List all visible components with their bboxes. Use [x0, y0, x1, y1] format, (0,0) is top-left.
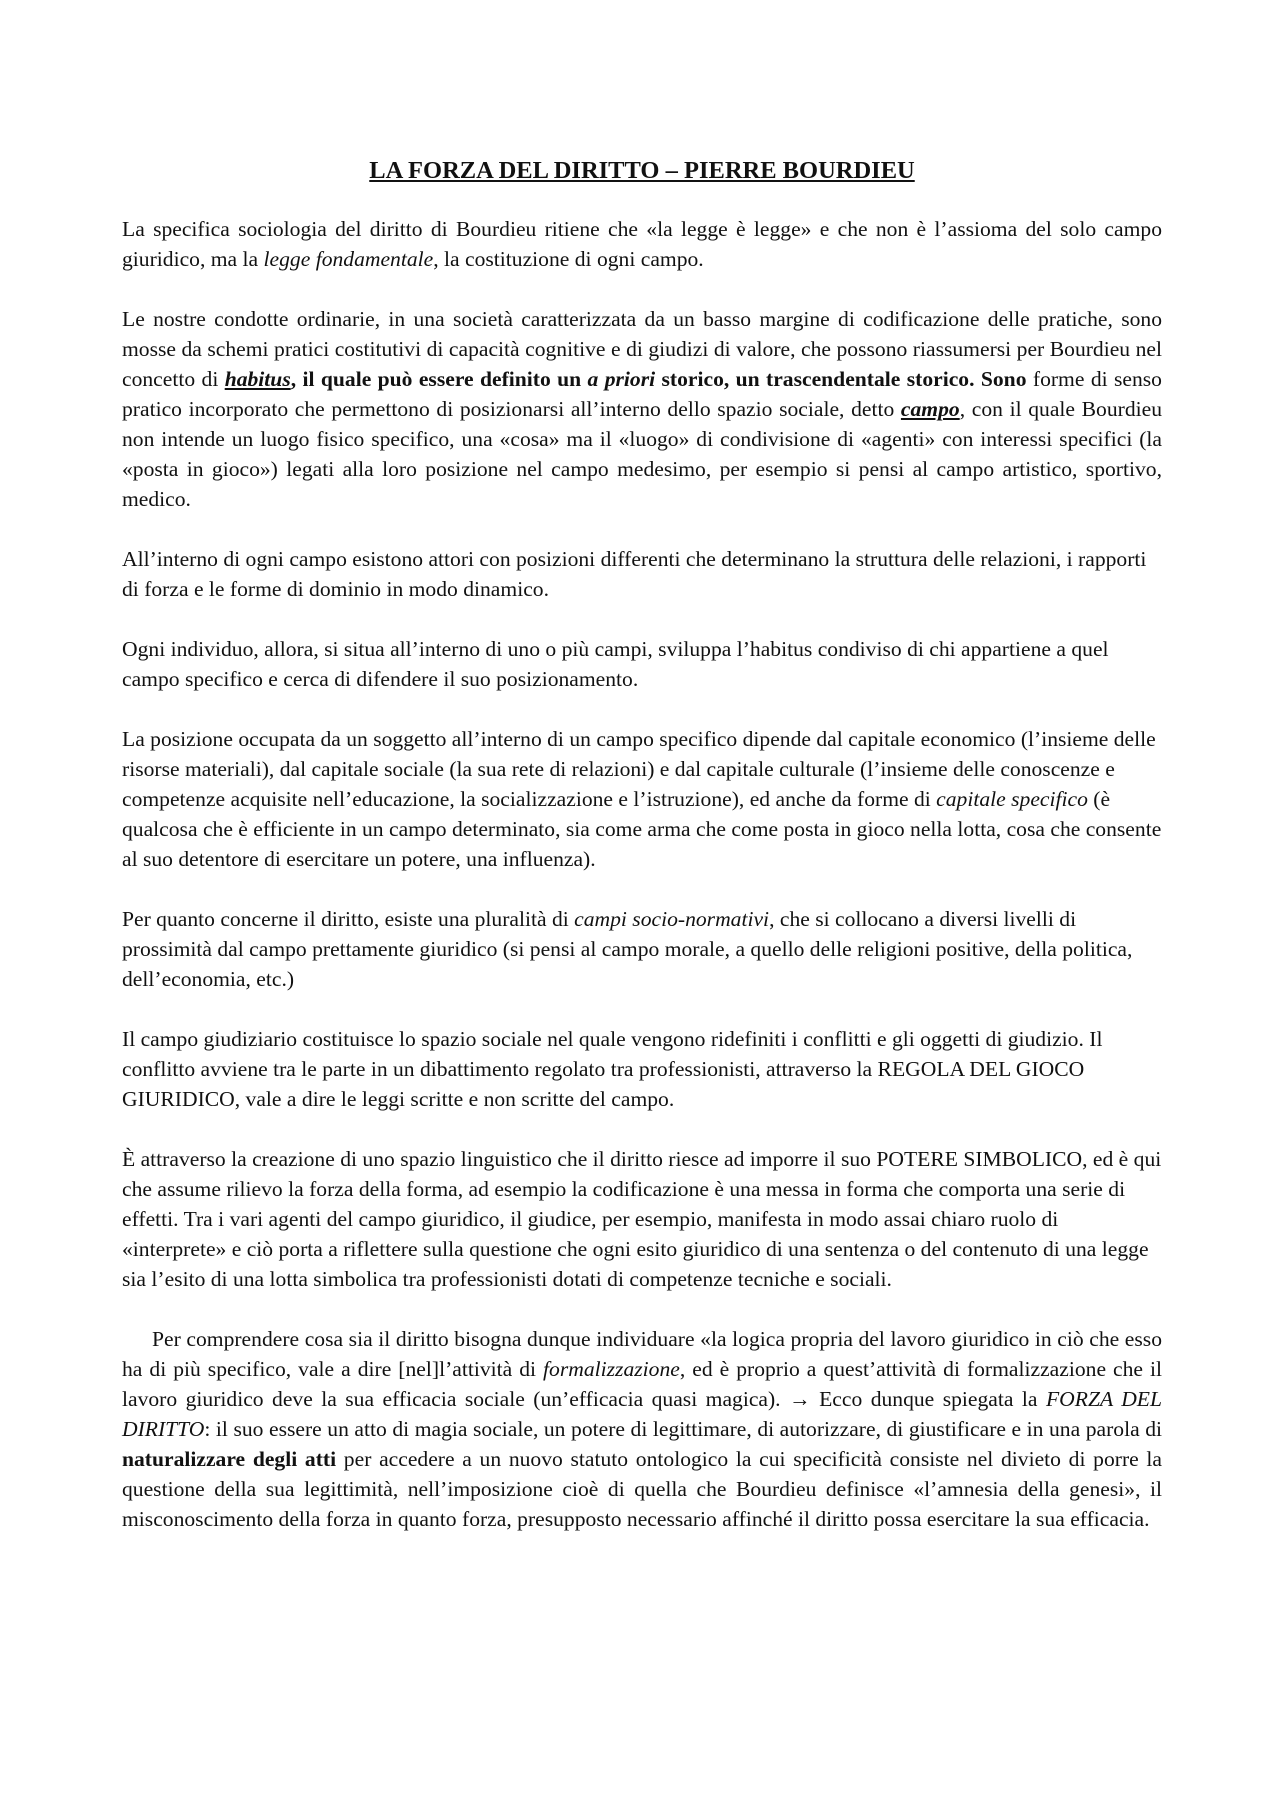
document-body [122, 214, 1162, 1564]
paragraph-7: Il campo giudiziario costituisce lo spazio sociale nel quale vengono ridefiniti i conflitti e gli oggetti di giudizio. Il conflitto avviene tra le parte in un dibattimento regolato tra professionisti, attraverso la REGOLA DEL GIOCO GIURIDICO, vale a dire le leggi scritte e non scritte del campo. [122, 1027, 1103, 1111]
text-run: , ed è proprio a quest’attività di formalizzazione che il lavoro giuridico deve la sua efficacia sociale (un’efficacia quasi magica). [122, 1357, 1163, 1411]
text-run: Per quanto concerne il diritto, esiste una pluralità di [122, 907, 575, 931]
bold-run: storico, un trascendentale storico. Sono [655, 367, 1027, 391]
italic-term: formalizzazione [543, 1357, 680, 1381]
text-run: : il suo essere un atto di magia sociale, un potere di legittimare, di autorizzare, di giustificare e in una parola di [204, 1417, 1162, 1441]
italic-term: FORZA DEL DIRITTO [122, 1387, 1162, 1441]
term-campo: campo [900, 397, 960, 421]
bold-run: , il quale può essere definito un [290, 367, 588, 391]
term-habitus: habitus [224, 367, 291, 391]
italic-term: campi socio-normativi [574, 907, 770, 931]
text-run: Le nostre condotte ordinarie, in una società caratterizzata da un basso margine di codificazione delle pratiche, sono mosse da schemi pratici costitutivi di capacità cognitive e di giudizi di valore, che possono riassumersi per Bourdieu nel concetto di [122, 307, 1162, 391]
paragraph-6 [122, 904, 1162, 994]
paragraph-1 [122, 214, 1162, 274]
text-run: , con il quale Bourdieu non intende un luogo fisico specifico, una «cosa» ma il «luogo» di condivisione di «agenti» con interessi specifici (la «posta in gioco») legati alla loro posizione nel campo medesimo, per esempio si pensi al campo artistico, sportivo, medico. [122, 397, 1163, 511]
text-run: (è qualcosa che è efficiente in un campo determinato, sia come arma che come posta in gioco nella lotta, cosa che consente al suo detentore di esercitare un potere, una influenza). [122, 787, 1162, 871]
text-run: forme di senso pratico incorporato che permettono di posizionarsi all’interno dello spazio sociale, detto [122, 367, 1162, 421]
text-run: per accedere a un nuovo statuto ontologico la cui specificità consiste nel divieto di porre la questione della sua legittimità, nell’imposizione cioè di quella che Bourdieu definisce «l’amnesia della genesi», il misconoscimento della forza in quanto forza, presupposto necessario affinché il diritto possa esercitare la sua efficacia. [122, 1447, 1163, 1531]
text-run: Ecco dunque spiegata la [810, 1387, 1046, 1411]
text-run: La specifica sociologia del diritto di Bourdieu ritiene che «la legge è legge» e che non è l’assioma del solo campo giuridico, ma la [122, 217, 1162, 271]
paragraph-4: Ogni individuo, allora, si situa all’interno di uno o più campi, sviluppa l’habitus condiviso di chi appartiene a quel campo specifico e cerca di difendere il suo posizionamento. [122, 637, 1109, 691]
arrow-icon: → [789, 1387, 811, 1411]
italic-term: capitale specifico [936, 787, 1088, 811]
text-run: , che si collocano a diversi livelli di prossimità dal campo prettamente giuridico (si pensi al campo morale, a quello delle religioni positive, della politica, dell’economia, etc.) [122, 907, 1133, 991]
paragraph-5 [122, 724, 1162, 874]
text-run: La posizione occupata da un soggetto all’interno di un campo specifico dipende dal capitale economico (l’insieme delle risorse materiali), dal capitale sociale (la sua rete di relazioni) e dal capitale culturale (l’insieme delle conoscenze e competenze acquisite nell’educazione, la socializzazione e l’istruzione), ed anche da forme di [122, 727, 1156, 811]
paragraph-2 [122, 304, 1162, 514]
text-run: Per comprendere cosa sia il diritto bisogna dunque individuare «la logica propria del lavoro giuridico in ciò che esso ha di più specifico, vale a dire [nel]l’attività di [122, 1327, 1162, 1381]
italic-term: legge fondamentale [263, 247, 434, 271]
text-run: , la costituzione di ogni campo. [433, 247, 704, 271]
bold-run: naturalizzare degli atti [122, 1447, 337, 1471]
page-title: LA FORZA DEL DIRITTO – PIERRE BOURDIEU [369, 157, 915, 184]
paragraph-3: All’interno di ogni campo esistono attori con posizioni differenti che determinano la struttura delle relazioni, i rapporti di forza e le forme di dominio in modo dinamico. [122, 547, 1147, 601]
paragraph-8: È attraverso la creazione di uno spazio linguistico che il diritto riesce ad imporre il suo POTERE SIMBOLICO, ed è qui che assume rilievo la forza della forma, ad esempio la codificazione è una messa in forma che comporta una serie di effetti. Tra i vari agenti del campo giuridico, il giudice, per esempio, manifesta in modo assai chiaro ruolo di «interprete» e ciò porta a riflettere sulla questione che ogni esito giuridico di una sentenza o del contenuto di una legge sia l’esito di una lotta simbolica tra professionisti dotati di competenze tecniche e sociali. [122, 1147, 1162, 1291]
paragraph-9 [122, 1324, 1162, 1534]
bold-italic-run: a priori [587, 367, 656, 391]
